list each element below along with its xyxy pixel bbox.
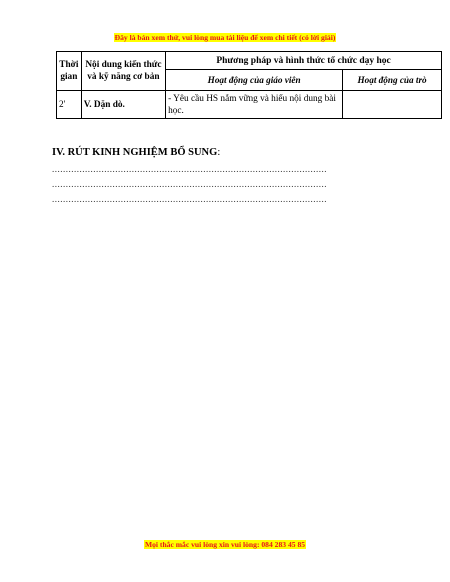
lesson-plan-table [56,51,442,119]
section-heading-text: IV. RÚT KINH NGHIỆM BỔ SUNG [52,147,218,158]
table-header-row [57,52,442,70]
header-method: Phương pháp và hình thức tổ chức dạy học [166,52,442,70]
header-content: Nội dung kiến thức và kỹ năng cơ bản [81,52,165,91]
header-teacher-activity: Hoạt động của giáo viên [166,70,343,91]
section-heading-colon: : [217,147,221,158]
preview-notice-banner [0,27,450,45]
dotted-line-2: .................................................................................................... [52,179,327,189]
preview-notice-text: Đây là bản xem thử, vui lòng mua tài liệu để xem chi tiết (có lời giải) [114,33,336,42]
header-student-activity: Hoạt động của trò [343,70,442,91]
cell-content: V. Dặn dò. [81,91,165,119]
dotted-line-3: .................................................................................................... [52,194,327,204]
section-heading [52,147,220,158]
dotted-line-1: .................................................................................................... [52,164,327,174]
cell-student-activity [343,91,442,119]
cell-time: 2' [57,91,82,119]
cell-teacher-activity: - Yêu cầu HS nắm vững và hiểu nội dung bài học. [166,91,343,119]
contact-banner [0,534,450,552]
table-row [57,91,442,119]
contact-text: Mọi thắc mắc vui lòng xin vui lòng: 084 283 45 85 [144,540,306,549]
header-time: Thời gian [57,52,82,91]
